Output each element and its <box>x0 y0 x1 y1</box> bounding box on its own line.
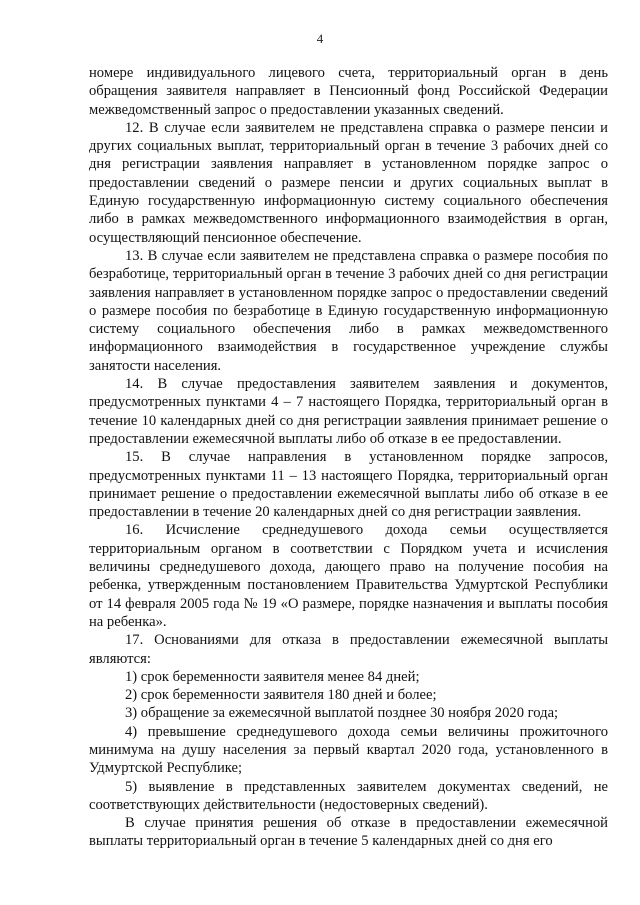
paragraph-13: 13. В случае если заявителем не представлена справка о размере пособия по безработице, территориальный орган в течение 3 рабочих дней со дня регистрации заявления направляет в установленном порядке запрос о предоставлении сведений о размере пособия по безработице в Единую государственную информационную систему социального обеспечения либо в рамках межведомственного информационного взаимодействия в государственное учреждение службы занятости населения. <box>89 247 608 374</box>
paragraph-14: 14. В случае предоставления заявителем заявления и документов, предусмотренных пунктами 4 – 7 настоящего Порядка, территориальный орган в течение 10 календарных дней со дня регистрации заявления принимает решение о предоставлении ежемесячной выплаты либо об отказе в ее предоставлении. <box>89 376 608 447</box>
list-item-5: 5) выявление в представленных заявителем документах сведений, не соответствующих действительности (недостоверных сведений). <box>89 778 608 813</box>
paragraph-12: 12. В случае если заявителем не представлена справка о размере пенсии и других социальных выплат, территориальный орган в течение 3 рабочих дней со дня регистрации заявления направляет в установленном порядке запрос о предоставлении сведений о размере пенсии и других социальных выплат в Единую государственную информационную систему социального обеспечения либо в рамках межведомственного информационного взаимодействия в орган, осуществляющий пенсионное обеспечение. <box>89 119 608 246</box>
paragraph-16: 16. Исчисление среднедушевого дохода семьи осуществляется территориальным органом в соответствии с Порядком учета и исчисления величины среднедушевого дохода, дающего право на получение пособия на ребенка, утвержденным постановлением Правительства Удмуртской Республики от 14 февраля 2005 года № 19 «О размере, порядке назначения и выплаты пособия на ребенка». <box>89 522 608 630</box>
paragraph-continuation: номере индивидуального лицевого счета, территориальный орган в день обращения заявителя направляет в Пенсионный фонд Российской Федерации межведомственный запрос о предоставлении указанных сведений. <box>89 65 608 118</box>
list-item-3: 3) обращение за ежемесячной выплатой позднее 30 ноября 2020 года; <box>125 705 559 722</box>
paragraph-17: 17. Основаниями для отказа в предоставлении ежемесячной выплаты являются: <box>89 632 608 667</box>
page-number: 4 <box>316 31 324 46</box>
document-body <box>89 64 608 851</box>
list-item-4: 4) превышение среднедушевого дохода семьи величины прожиточного минимума на душу населения за первый квартал 2020 года, установленного в Удмуртской Республике; <box>89 723 608 777</box>
paragraph-refusal: В случае принятия решения об отказе в предоставлении ежемесячной выплаты территориальный орган в течение 5 календарных дней со дня его <box>89 815 608 850</box>
paragraph-15: 15. В случае направления в установленном порядке запросов, предусмотренных пунктами 11 – 13 настоящего Порядка, территориальный орган принимает решение о предоставлении ежемесячной выплаты либо об отказе в ее предоставлении в течение 20 календарных дней со дня регистрации заявления. <box>89 449 608 521</box>
list-item-2: 2) срок беременности заявителя 180 дней и более; <box>125 687 437 704</box>
list-item-1: 1) срок беременности заявителя менее 84 дней; <box>125 668 420 685</box>
